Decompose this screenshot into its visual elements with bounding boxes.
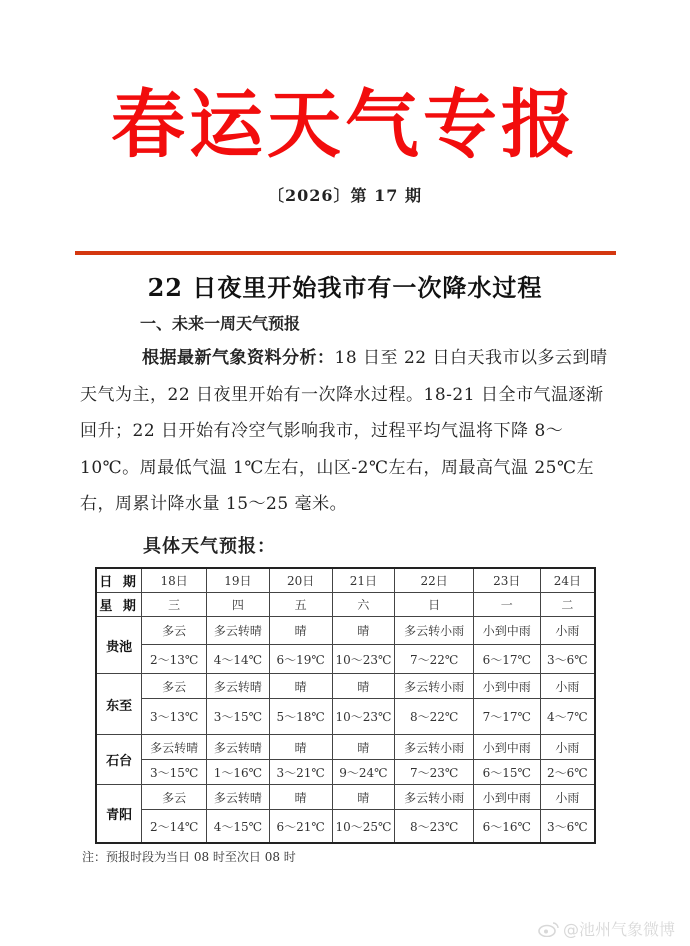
weather-cell: 晴 bbox=[269, 735, 332, 760]
table-row bbox=[96, 674, 595, 699]
temp-cell: 10～25℃ bbox=[332, 810, 395, 844]
city-name: 青阳 bbox=[96, 785, 142, 844]
temp-cell: 7～22℃ bbox=[395, 645, 474, 674]
temp-cell: 3～15℃ bbox=[207, 699, 270, 735]
temp-cell: 1～16℃ bbox=[207, 760, 270, 785]
watermark-text: @池州气象微博 bbox=[563, 920, 676, 939]
red-divider bbox=[75, 251, 616, 255]
weather-cell: 晴 bbox=[332, 674, 395, 699]
weather-cell: 晴 bbox=[269, 785, 332, 810]
weather-cell: 晴 bbox=[269, 617, 332, 645]
temp-cell: 7～23℃ bbox=[395, 760, 474, 785]
temp-cell: 2～14℃ bbox=[142, 810, 207, 844]
weekday-cell: 四 bbox=[207, 593, 270, 617]
paragraph-lead: 根据最新气象资料分析： bbox=[142, 348, 335, 368]
weekday-row bbox=[96, 593, 595, 617]
temp-cell: 6～17℃ bbox=[473, 645, 540, 674]
weekday-cell: 三 bbox=[142, 593, 207, 617]
weather-cell: 小雨 bbox=[540, 735, 595, 760]
city-name: 贵池 bbox=[96, 617, 142, 674]
weather-cell: 多云转小雨 bbox=[395, 785, 474, 810]
weather-cell: 多云 bbox=[142, 785, 207, 810]
weather-cell: 多云转晴 bbox=[207, 735, 270, 760]
temp-cell: 2～6℃ bbox=[540, 760, 595, 785]
weather-cell: 多云 bbox=[142, 674, 207, 699]
city-name: 东至 bbox=[96, 674, 142, 735]
temp-cell: 2～13℃ bbox=[142, 645, 207, 674]
date-cell: 22日 bbox=[395, 568, 474, 593]
temp-cell: 4～14℃ bbox=[207, 645, 270, 674]
footnote: 注：预报时段为当日 08 时至次日 08 时 bbox=[82, 850, 296, 864]
date-row bbox=[96, 568, 595, 593]
weekday-cell: 六 bbox=[332, 593, 395, 617]
temp-cell: 10～23℃ bbox=[332, 699, 395, 735]
date-cell: 19日 bbox=[207, 568, 270, 593]
date-cell: 20日 bbox=[269, 568, 332, 593]
weather-cell: 小到中雨 bbox=[473, 674, 540, 699]
temp-cell: 5～18℃ bbox=[269, 699, 332, 735]
weather-cell: 多云转晴 bbox=[207, 785, 270, 810]
temp-cell: 3～13℃ bbox=[142, 699, 207, 735]
report-title: 春运天气专报 bbox=[111, 82, 579, 168]
weather-cell: 小雨 bbox=[540, 674, 595, 699]
weekday-cell: 五 bbox=[269, 593, 332, 617]
weather-cell: 小到中雨 bbox=[473, 617, 540, 645]
weather-cell: 多云转晴 bbox=[207, 617, 270, 645]
temp-cell: 6～15℃ bbox=[473, 760, 540, 785]
weather-cell: 晴 bbox=[269, 674, 332, 699]
table-row bbox=[96, 735, 595, 760]
weather-cell: 多云转晴 bbox=[207, 674, 270, 699]
weekday-cell: 日 bbox=[395, 593, 474, 617]
date-cell: 24日 bbox=[540, 568, 595, 593]
paragraph-body: 18 日至 22 日白天我市以多云到晴天气为主，22 日夜里开始有一次降水过程。18-21 日全市气温逐渐回升；22 日开始有冷空气影响我市，过程平均气温将下降 8～10℃。周最低气温 1℃左右，山区-2℃左右，周最高气温 25℃左右，周累计降水量 15～25 毫米。 bbox=[80, 348, 608, 514]
weather-cell: 多云 bbox=[142, 617, 207, 645]
temp-cell: 9～24℃ bbox=[332, 760, 395, 785]
forecast-paragraph bbox=[80, 340, 620, 523]
table-row bbox=[96, 760, 595, 785]
weekday-cell: 二 bbox=[540, 593, 595, 617]
temp-cell: 8～23℃ bbox=[395, 810, 474, 844]
temp-cell: 6～16℃ bbox=[473, 810, 540, 844]
city-name: 石台 bbox=[96, 735, 142, 785]
temp-cell: 6～21℃ bbox=[269, 810, 332, 844]
temp-cell: 3～6℃ bbox=[540, 645, 595, 674]
temp-cell: 10～23℃ bbox=[332, 645, 395, 674]
date-cell: 23日 bbox=[473, 568, 540, 593]
weather-cell: 小到中雨 bbox=[473, 735, 540, 760]
temp-cell: 3～21℃ bbox=[269, 760, 332, 785]
weibo-watermark bbox=[538, 917, 675, 940]
weather-cell: 多云转小雨 bbox=[395, 617, 474, 645]
weather-cell: 多云转晴 bbox=[142, 735, 207, 760]
temp-cell: 6～19℃ bbox=[269, 645, 332, 674]
temp-cell: 7～17℃ bbox=[473, 699, 540, 735]
date-label: 日 期 bbox=[96, 568, 142, 593]
section-heading: 一、未来一周天气预报 bbox=[140, 314, 301, 333]
table-row bbox=[96, 617, 595, 645]
temp-cell: 4～7℃ bbox=[540, 699, 595, 735]
table-row bbox=[96, 699, 595, 735]
forecast-table bbox=[95, 567, 596, 844]
table-row bbox=[96, 785, 595, 810]
temp-cell: 3～6℃ bbox=[540, 810, 595, 844]
weather-cell: 小雨 bbox=[540, 617, 595, 645]
issue-number: 〔2026〕第 17 期 bbox=[268, 186, 422, 205]
weather-cell: 晴 bbox=[332, 735, 395, 760]
weekday-cell: 一 bbox=[473, 593, 540, 617]
table-row bbox=[96, 810, 595, 844]
weekday-label: 星 期 bbox=[96, 593, 142, 617]
weather-cell: 晴 bbox=[332, 617, 395, 645]
weather-cell: 晴 bbox=[332, 785, 395, 810]
temp-cell: 3～15℃ bbox=[142, 760, 207, 785]
table-row bbox=[96, 645, 595, 674]
weather-cell: 小雨 bbox=[540, 785, 595, 810]
temp-cell: 8～22℃ bbox=[395, 699, 474, 735]
weibo-icon bbox=[538, 921, 560, 937]
weather-cell: 多云转小雨 bbox=[395, 674, 474, 699]
date-cell: 18日 bbox=[142, 568, 207, 593]
weather-cell: 小到中雨 bbox=[473, 785, 540, 810]
table-heading: 具体天气预报： bbox=[143, 536, 276, 557]
date-cell: 21日 bbox=[332, 568, 395, 593]
weather-cell: 多云转小雨 bbox=[395, 735, 474, 760]
headline: 22 日夜里开始我市有一次降水过程 bbox=[147, 273, 543, 302]
temp-cell: 4～15℃ bbox=[207, 810, 270, 844]
